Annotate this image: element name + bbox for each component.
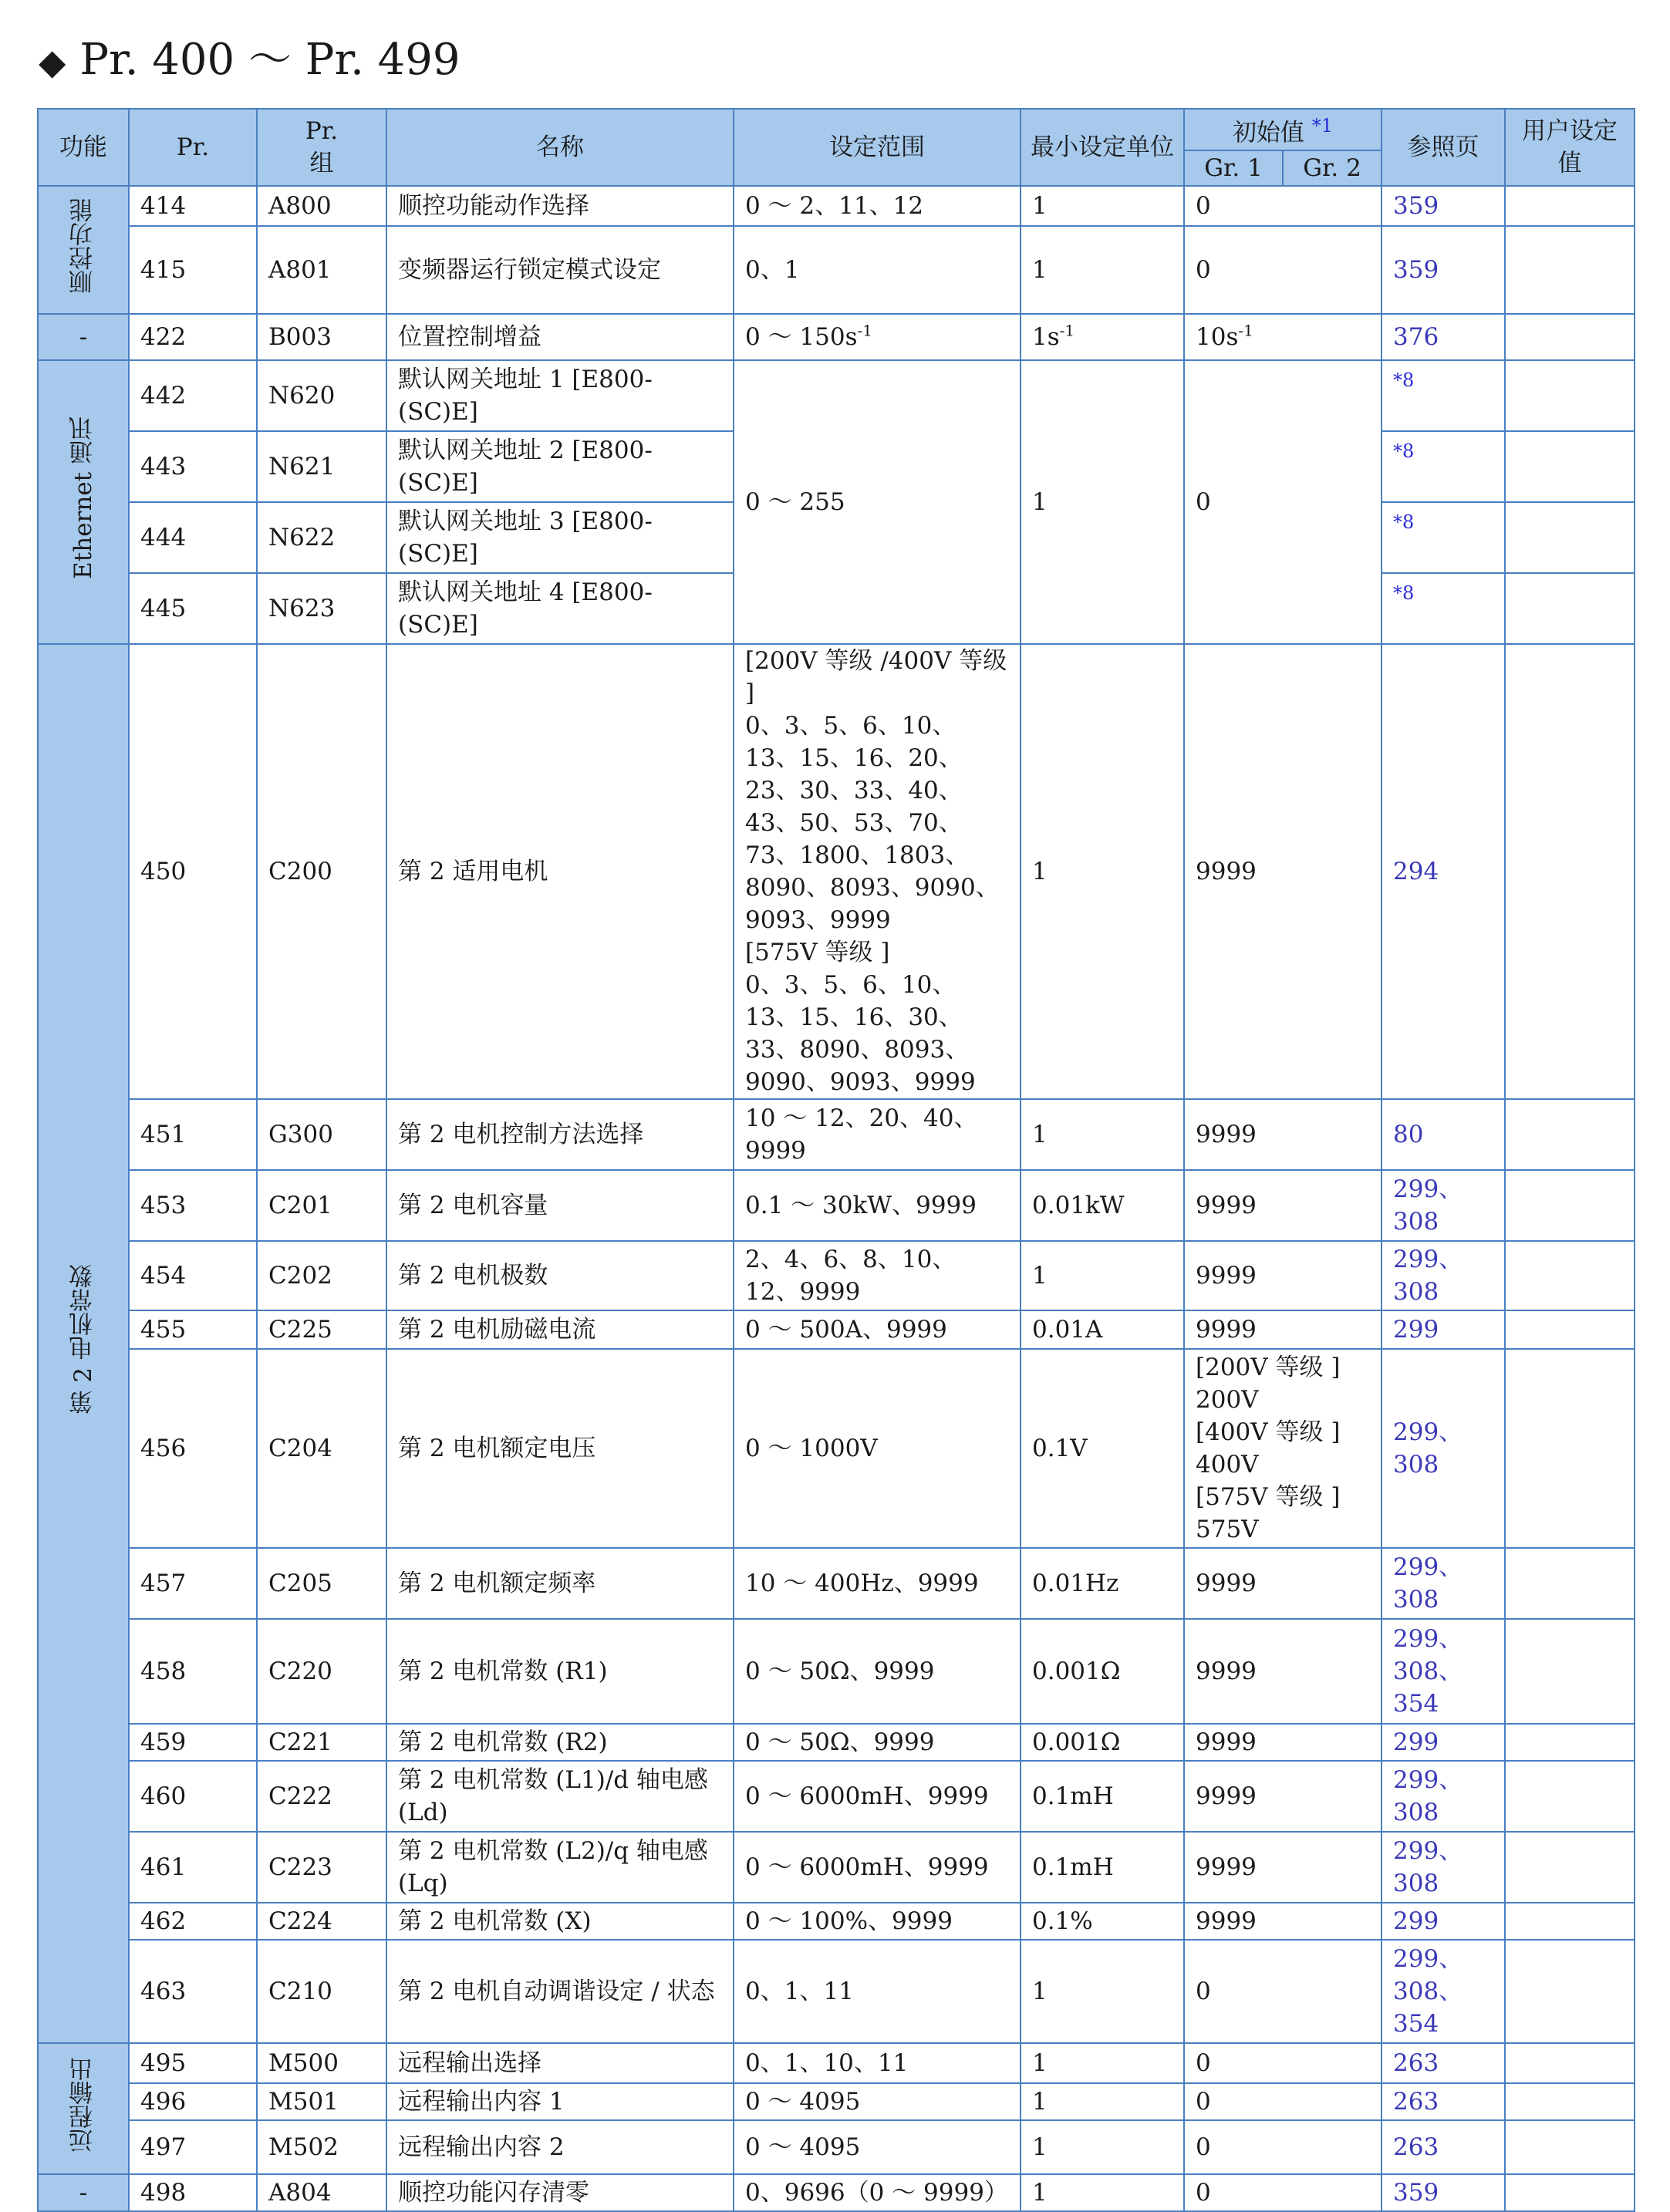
header-initial [1184, 109, 1382, 150]
cell-initial-sup: -1 [1238, 321, 1253, 340]
cell-user[interactable] [1505, 1619, 1635, 1724]
cell-unit: 1 [1021, 360, 1184, 644]
cell-name: 第 2 电机常数 (L2)/q 轴电感 (Lq) [386, 1832, 734, 1903]
cell-user[interactable] [1505, 1761, 1635, 1832]
cell-unit: 0.01Hz [1021, 1548, 1184, 1619]
cell-range: [200V 等级 /400V 等级 ] 0、3、5、6、10、13、15、16、20、23、30、33、40、43、50、53、70、73、1800、1803、8090、8093、9090、9093、9999 [575V 等级 ] 0、3、5、6、10、13、15、16、30、33、8090、8093、9090、9093、9999 [734, 644, 1021, 1099]
cell-name: 默认网关地址 1 [E800-(SC)E] [386, 360, 734, 431]
cell-user[interactable] [1505, 1241, 1635, 1310]
cell-group: C224 [257, 1903, 386, 1940]
cell-ref-link[interactable]: 263 [1382, 2120, 1505, 2174]
table-row [38, 1548, 1635, 1619]
header-group: Pr. 组 [257, 109, 386, 186]
cell-ref-link[interactable]: 359 [1382, 186, 1505, 226]
cell-unit-text: 1s [1032, 323, 1060, 351]
cell-group: A800 [257, 186, 386, 226]
cell-ref-link[interactable]: 359 [1382, 226, 1505, 314]
cell-name: 默认网关地址 4 [E800-(SC)E] [386, 573, 734, 644]
parameter-table [37, 108, 1635, 2212]
cell-unit [1021, 314, 1184, 360]
func-dash: - [38, 314, 129, 360]
cell-user[interactable] [1505, 1170, 1635, 1241]
func-seq-label: 顺控功能 [69, 197, 97, 294]
cell-group: C210 [257, 1940, 386, 2043]
table-row [38, 314, 1635, 360]
cell-unit: 1 [1021, 226, 1184, 314]
table-row [38, 1903, 1635, 1940]
table-row [38, 186, 1635, 226]
cell-range: 0 ～ 2、11、12 [734, 186, 1021, 226]
cell-pr: 457 [129, 1548, 257, 1619]
cell-group: C202 [257, 1241, 386, 1310]
header-initial-note[interactable]: *1 [1311, 115, 1334, 137]
cell-name: 远程输出选择 [386, 2043, 734, 2083]
cell-pr: 444 [129, 502, 257, 573]
cell-unit: 0.1% [1021, 1903, 1184, 1940]
table-row [38, 1940, 1635, 2043]
cell-name: 变频器运行锁定模式设定 [386, 226, 734, 314]
cell-ref-link[interactable]: 299、308、354 [1382, 1940, 1505, 2043]
header-unit: 最小设定单位 [1021, 109, 1184, 186]
cell-pr: 442 [129, 360, 257, 431]
cell-name: 第 2 电机额定频率 [386, 1548, 734, 1619]
cell-user[interactable] [1505, 502, 1635, 573]
cell-pr: 455 [129, 1310, 257, 1349]
header-func: 功能 [38, 109, 129, 186]
cell-name: 第 2 电机控制方法选择 [386, 1099, 734, 1170]
cell-name: 远程输出内容 2 [386, 2120, 734, 2174]
cell-ref-link[interactable]: 299 [1382, 1903, 1505, 1940]
cell-user[interactable] [1505, 360, 1635, 431]
cell-user[interactable] [1505, 314, 1635, 360]
table-row [38, 1761, 1635, 1832]
cell-user[interactable] [1505, 1310, 1635, 1349]
cell-range: 0、1、10、11 [734, 2043, 1021, 2083]
cell-group: C223 [257, 1832, 386, 1903]
cell-pr: 453 [129, 1170, 257, 1241]
cell-group: A801 [257, 226, 386, 314]
cell-initial [1184, 314, 1382, 360]
cell-user[interactable] [1505, 2043, 1635, 2083]
cell-ref-link[interactable]: 80 [1382, 1099, 1505, 1170]
cell-user[interactable] [1505, 573, 1635, 644]
cell-range [734, 314, 1021, 360]
cell-pr: 458 [129, 1619, 257, 1724]
cell-pr: 497 [129, 2120, 257, 2174]
cell-group: C221 [257, 1724, 386, 1761]
table-row [38, 1619, 1635, 1724]
cell-ref-link[interactable]: 299、308 [1382, 1761, 1505, 1832]
cell-ref-link[interactable]: 299、308 [1382, 1241, 1505, 1310]
cell-initial: 0 [1184, 226, 1382, 314]
page-title [39, 29, 461, 93]
table-row [38, 1832, 1635, 1903]
cell-group: C222 [257, 1761, 386, 1832]
cell-pr: 415 [129, 226, 257, 314]
cell-initial: 9999 [1184, 1548, 1382, 1619]
cell-range: 10 ～ 400Hz、9999 [734, 1548, 1021, 1619]
cell-name: 第 2 电机自动调谐设定 / 状态 [386, 1940, 734, 2043]
cell-pr: 462 [129, 1903, 257, 1940]
cell-group: M501 [257, 2083, 386, 2120]
cell-user[interactable] [1505, 2083, 1635, 2120]
cell-range: 0 ～ 100%、9999 [734, 1903, 1021, 1940]
cell-initial: 0 [1184, 2174, 1382, 2211]
cell-unit: 0.1V [1021, 1349, 1184, 1548]
table-row [38, 2120, 1635, 2174]
cell-user[interactable] [1505, 226, 1635, 314]
cell-group: C220 [257, 1619, 386, 1724]
cell-pr: 414 [129, 186, 257, 226]
cell-range: 0 ～ 4095 [734, 2083, 1021, 2120]
cell-group: M500 [257, 2043, 386, 2083]
cell-pr: 450 [129, 644, 257, 1099]
cell-unit-sup: -1 [1059, 321, 1075, 340]
cell-name: 第 2 电机常数 (X) [386, 1903, 734, 1940]
cell-name: 顺控功能动作选择 [386, 186, 734, 226]
table-row [38, 2083, 1635, 2120]
table-row [38, 2174, 1635, 2211]
cell-unit: 1 [1021, 2174, 1184, 2211]
table-row [38, 1724, 1635, 1761]
cell-pr: 451 [129, 1099, 257, 1170]
cell-ref-note[interactable]: *8 [1382, 431, 1505, 502]
cell-user[interactable] [1505, 2174, 1635, 2211]
cell-unit: 0.01kW [1021, 1170, 1184, 1241]
cell-initial: 9999 [1184, 1761, 1382, 1832]
cell-pr: 463 [129, 1940, 257, 2043]
cell-pr: 460 [129, 1761, 257, 1832]
cell-user[interactable] [1505, 1724, 1635, 1761]
cell-ref-link[interactable]: 299、308、354 [1382, 1619, 1505, 1724]
cell-ref-note[interactable]: *8 [1382, 360, 1505, 431]
cell-name: 第 2 电机常数 (L1)/d 轴电感 (Ld) [386, 1761, 734, 1832]
table-row [38, 360, 1635, 431]
cell-ref-link[interactable]: 299、308 [1382, 1349, 1505, 1548]
cell-group: N622 [257, 502, 386, 573]
func-seq [38, 186, 129, 314]
cell-user[interactable] [1505, 1832, 1635, 1903]
cell-group: N623 [257, 573, 386, 644]
cell-range-sup: -1 [857, 321, 872, 340]
cell-name: 第 2 电机励磁电流 [386, 1310, 734, 1349]
cell-initial: 9999 [1184, 1099, 1382, 1170]
cell-group: C201 [257, 1170, 386, 1241]
cell-initial: 9999 [1184, 1832, 1382, 1903]
func-dash: - [38, 2174, 129, 2211]
cell-ref-link[interactable]: 299 [1382, 1310, 1505, 1349]
cell-pr: 443 [129, 431, 257, 502]
cell-range: 0、9696（0 ～ 9999） [734, 2174, 1021, 2211]
cell-name: 远程输出内容 1 [386, 2083, 734, 2120]
cell-unit: 1 [1021, 2083, 1184, 2120]
cell-initial-text: 10s [1196, 323, 1239, 351]
cell-initial: 9999 [1184, 1619, 1382, 1724]
cell-ref-link[interactable]: 299、308 [1382, 1832, 1505, 1903]
cell-pr: 456 [129, 1349, 257, 1548]
cell-group: A804 [257, 2174, 386, 2211]
cell-name: 位置控制增益 [386, 314, 734, 360]
diamond-bullet-icon: ◆ [39, 41, 66, 83]
cell-initial: 9999 [1184, 1724, 1382, 1761]
cell-unit: 0.001Ω [1021, 1724, 1184, 1761]
cell-range: 0 ～ 50Ω、9999 [734, 1724, 1021, 1761]
cell-range: 0 ～ 4095 [734, 2120, 1021, 2174]
cell-name: 第 2 电机常数 (R1) [386, 1619, 734, 1724]
table-row [38, 2043, 1635, 2083]
cell-initial: 9999 [1184, 1170, 1382, 1241]
cell-range: 0、1、11 [734, 1940, 1021, 2043]
cell-group: G300 [257, 1099, 386, 1170]
cell-name: 默认网关地址 3 [E800-(SC)E] [386, 502, 734, 573]
cell-ref-note[interactable]: *8 [1382, 573, 1505, 644]
cell-pr: 459 [129, 1724, 257, 1761]
cell-user[interactable] [1505, 644, 1635, 1099]
cell-user[interactable] [1505, 2120, 1635, 2174]
cell-pr: 422 [129, 314, 257, 360]
func-motor2-label: 第 2 电机常数 [69, 1264, 97, 1415]
cell-group: B003 [257, 314, 386, 360]
header-gr2: Gr. 2 [1283, 150, 1382, 186]
cell-pr: 454 [129, 1241, 257, 1310]
cell-group: C204 [257, 1349, 386, 1548]
table-row [38, 1349, 1635, 1548]
cell-range: 10 ～ 12、20、40、9999 [734, 1099, 1021, 1170]
func-motor2 [38, 644, 129, 2043]
cell-initial: 0 [1184, 2083, 1382, 2120]
cell-group: C205 [257, 1548, 386, 1619]
cell-unit: 1 [1021, 186, 1184, 226]
cell-pr: 496 [129, 2083, 257, 2120]
table-row [38, 1099, 1635, 1170]
cell-name: 第 2 电机容量 [386, 1170, 734, 1241]
cell-user[interactable] [1505, 431, 1635, 502]
cell-initial: 9999 [1184, 644, 1382, 1099]
cell-initial: [200V 等级 ] 200V [400V 等级 ] 400V [575V 等级 ] 575V [1184, 1349, 1382, 1548]
cell-name: 第 2 电机常数 (R2) [386, 1724, 734, 1761]
cell-unit: 0.1mH [1021, 1832, 1184, 1903]
cell-ref-link[interactable]: 359 [1382, 2174, 1505, 2211]
cell-initial: 9999 [1184, 1310, 1382, 1349]
cell-range: 0 ～ 6000mH、9999 [734, 1832, 1021, 1903]
cell-user[interactable] [1505, 1548, 1635, 1619]
cell-range: 0 ～ 1000V [734, 1349, 1021, 1548]
cell-pr: 461 [129, 1832, 257, 1903]
func-remote [38, 2043, 129, 2174]
cell-user[interactable] [1505, 186, 1635, 226]
cell-range: 0 ～ 255 [734, 360, 1021, 644]
cell-user[interactable] [1505, 1940, 1635, 2043]
cell-name: 第 2 电机额定电压 [386, 1349, 734, 1548]
cell-ref-link[interactable]: 263 [1382, 2083, 1505, 2120]
header-pr: Pr. [129, 109, 257, 186]
cell-ref-link[interactable]: 299 [1382, 1724, 1505, 1761]
cell-ref-link[interactable]: 376 [1382, 314, 1505, 360]
cell-pr: 445 [129, 573, 257, 644]
page-title-text: Pr. 400 ～ Pr. 499 [79, 35, 461, 85]
cell-ref-link[interactable]: 294 [1382, 644, 1505, 1099]
cell-user[interactable] [1505, 1903, 1635, 1940]
cell-range: 0 ～ 500A、9999 [734, 1310, 1021, 1349]
cell-initial: 0 [1184, 186, 1382, 226]
cell-range: 0、1 [734, 226, 1021, 314]
cell-group: N621 [257, 431, 386, 502]
cell-group: N620 [257, 360, 386, 431]
cell-name: 默认网关地址 2 [E800-(SC)E] [386, 431, 734, 502]
cell-group: M502 [257, 2120, 386, 2174]
cell-range: 0 ～ 50Ω、9999 [734, 1619, 1021, 1724]
cell-range: 2、4、6、8、10、12、9999 [734, 1241, 1021, 1310]
cell-range: 0 ～ 6000mH、9999 [734, 1761, 1021, 1832]
header-name: 名称 [386, 109, 734, 186]
cell-ref-note[interactable]: *8 [1382, 502, 1505, 573]
cell-user[interactable] [1505, 1099, 1635, 1170]
table-row [38, 1241, 1635, 1310]
cell-initial: 0 [1184, 2043, 1382, 2083]
cell-unit: 1 [1021, 2120, 1184, 2174]
cell-unit: 1 [1021, 644, 1184, 1099]
table-row [38, 1170, 1635, 1241]
cell-ref-link[interactable]: 299、308 [1382, 1548, 1505, 1619]
cell-initial: 0 [1184, 1940, 1382, 2043]
cell-range: 0.1 ～ 30kW、9999 [734, 1170, 1021, 1241]
cell-pr: 495 [129, 2043, 257, 2083]
table-row [38, 1310, 1635, 1349]
cell-initial: 0 [1184, 2120, 1382, 2174]
header-gr1: Gr. 1 [1184, 150, 1283, 186]
cell-initial: 9999 [1184, 1241, 1382, 1310]
cell-unit: 0.1mH [1021, 1761, 1184, 1832]
cell-unit: 1 [1021, 1241, 1184, 1310]
cell-name: 第 2 适用电机 [386, 644, 734, 1099]
cell-ref-link[interactable]: 299、308 [1382, 1170, 1505, 1241]
cell-initial: 9999 [1184, 1903, 1382, 1940]
cell-name: 顺控功能闪存清零 [386, 2174, 734, 2211]
cell-group: C200 [257, 644, 386, 1099]
header-ref: 参照页 [1382, 109, 1505, 186]
table-row [38, 226, 1635, 314]
func-remote-label: 远程输出 [69, 2056, 97, 2153]
header-range: 设定范围 [734, 109, 1021, 186]
func-ethernet [38, 360, 129, 644]
cell-user[interactable] [1505, 1349, 1635, 1548]
cell-pr: 498 [129, 2174, 257, 2211]
cell-ref-link[interactable]: 263 [1382, 2043, 1505, 2083]
header-initial-label: 初始值 [1232, 119, 1304, 147]
table-row [38, 644, 1635, 1099]
func-ethernet-label: Ethernet 通讯 [69, 416, 97, 579]
cell-range-text: 0 ～ 150s [745, 323, 858, 351]
cell-unit: 1 [1021, 1099, 1184, 1170]
cell-group: C225 [257, 1310, 386, 1349]
header-user: 用户设定值 [1505, 109, 1635, 186]
cell-unit: 0.01A [1021, 1310, 1184, 1349]
cell-unit: 1 [1021, 2043, 1184, 2083]
cell-unit: 1 [1021, 1940, 1184, 2043]
parameter-table-container [37, 108, 1634, 2212]
cell-name: 第 2 电机极数 [386, 1241, 734, 1310]
cell-unit: 0.001Ω [1021, 1619, 1184, 1724]
cell-initial: 0 [1184, 360, 1382, 644]
